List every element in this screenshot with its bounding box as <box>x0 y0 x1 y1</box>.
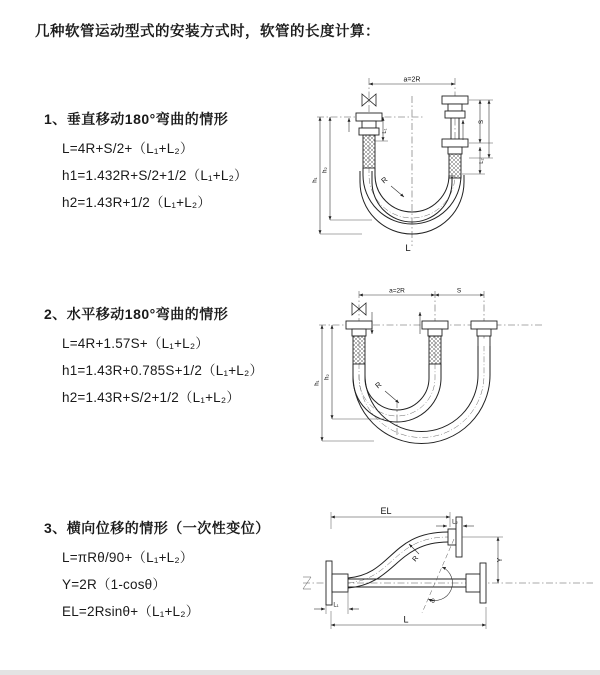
formula-line: EL=2Rsinθ+（L₁+L₂） <box>62 604 200 619</box>
left-connector <box>346 321 372 364</box>
dimension-l2 <box>462 147 485 174</box>
dim-label-l: L <box>405 243 411 254</box>
diagram-horizontal-180-bend <box>312 283 597 463</box>
diagram-vertical-180-bend <box>312 70 597 260</box>
dim-label-y: Y <box>497 557 504 563</box>
section-3-heading: 3、横向位移的情形（一次性变位） <box>44 520 270 536</box>
dim-label-l: L <box>403 614 409 625</box>
radius-callout <box>409 544 420 563</box>
dimension-s <box>469 100 493 158</box>
formula-line: h1=1.432R+S/2+1/2（L₁+L₂） <box>62 168 248 183</box>
dim-label-el: EL <box>380 506 392 516</box>
dimension-s <box>435 288 484 296</box>
dim-label-r: R <box>379 174 390 186</box>
radius-callout <box>379 175 404 197</box>
center-connector <box>422 321 448 364</box>
dimension-a2r <box>369 77 455 85</box>
dimension-l <box>331 607 486 629</box>
hose-curves <box>353 341 490 444</box>
document-title: 几种软管运动型式的安装方式时，软管的长度计算： <box>35 24 380 40</box>
formula-line: h2=1.43R+S/2+1/2（L₁+L₂） <box>62 390 241 405</box>
angle-theta <box>422 539 454 613</box>
dim-label-l1: L₁ <box>382 128 388 134</box>
right-flange <box>466 563 486 603</box>
dim-label-l1: L₁ <box>333 602 339 609</box>
dim-label-theta: θ <box>431 598 435 605</box>
diagram-lateral-displacement <box>298 503 598 648</box>
braided-hose-section <box>429 336 441 364</box>
formula-line: h2=1.43R+1/2（L₁+L₂） <box>62 195 212 210</box>
dim-label-s: S <box>478 119 485 125</box>
dim-label-h1: h₁ <box>314 380 321 386</box>
formula-line: L=πRθ/90+（L₁+L₂） <box>62 550 194 565</box>
dimension-l1 <box>314 591 359 614</box>
dim-label-l2: L₂ <box>452 519 458 526</box>
movement-arrows <box>372 312 420 334</box>
braided-hose-section <box>363 135 375 168</box>
dim-label-r: R <box>411 554 421 564</box>
dim-label-h2: h₂ <box>324 374 331 380</box>
dim-label-h1: h₁ <box>312 177 319 183</box>
hose-curves <box>348 532 448 588</box>
dimension-el <box>331 506 450 529</box>
formula-line: h1=1.43R+0.785S+1/2（L₁+L₂） <box>62 363 264 378</box>
braided-hose-section <box>449 154 461 178</box>
braided-hose-section <box>353 336 365 364</box>
formula-line: L=4R+1.57S+（L₁+L₂） <box>62 336 209 351</box>
dim-label-a2r: a=2R <box>389 287 405 295</box>
dim-label-a2r: a=2R <box>403 76 421 84</box>
formula-line: L=4R+S/2+（L₁+L₂） <box>62 141 194 156</box>
dim-label-r: R <box>373 379 384 391</box>
dimension-l2 <box>436 520 474 527</box>
right-connector <box>471 321 497 346</box>
dim-label-l2: L₂ <box>479 158 485 164</box>
dim-label-h2: h₂ <box>322 167 329 173</box>
scan-edge-shadow <box>0 670 600 675</box>
dim-label-s: S <box>456 287 462 295</box>
radius-callout <box>373 380 399 403</box>
section-2-heading: 2、水平移动180°弯曲的情形 <box>44 306 229 322</box>
left-connector <box>356 113 382 168</box>
formula-line: Y=2R（1-cosθ） <box>62 577 167 592</box>
dimension-h1 <box>313 117 363 234</box>
dimension-a2r <box>359 288 435 296</box>
section-1-heading: 1、垂直移动180°弯曲的情形 <box>44 111 229 127</box>
centerlines <box>317 78 455 246</box>
left-flange <box>326 561 348 605</box>
